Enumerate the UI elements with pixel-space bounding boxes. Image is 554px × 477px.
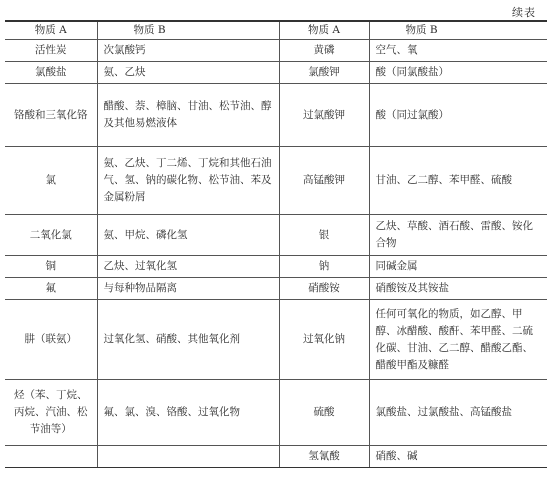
table-row xyxy=(5,84,547,147)
table-row xyxy=(5,147,547,215)
substance-a-cell: 二氧化氯 xyxy=(5,215,97,256)
substance-b-cell: 氟、氯、溴、铬酸、过氧化物 xyxy=(97,380,279,446)
substance-b-cell: 氯酸盐、过氯酸盐、高锰酸盐 xyxy=(369,380,547,446)
substance-a-cell: 铬酸和三氧化铬 xyxy=(5,84,97,147)
substance-a-cell: 氯酸盐 xyxy=(5,62,97,84)
substance-b-cell: 任何可氧化的物质，如乙醇、甲醇、冰醋酸、酸酐、苯甲醛、二硫化碳、甘油、乙二醇、醋酸乙酯、醋酸甲酯及糠醛 xyxy=(369,300,547,380)
substance-b-cell: 乙炔、过氧化氢 xyxy=(97,256,279,278)
table-row xyxy=(5,256,547,278)
substance-b-cell: 酸（同氯酸盐） xyxy=(369,62,547,84)
substance-b-cell: 氨、甲烷、磷化氢 xyxy=(97,215,279,256)
substance-a-cell: 钠 xyxy=(279,256,369,278)
table-row xyxy=(5,62,547,84)
table-row xyxy=(5,215,547,256)
substance-b-cell: 次氯酸钙 xyxy=(97,40,279,62)
substance-a-cell: 氢氰酸 xyxy=(279,446,369,468)
header-substance-b-1: 物质 B xyxy=(97,21,279,40)
substance-a-cell: 铜 xyxy=(5,256,97,278)
substance-a-cell: 银 xyxy=(279,215,369,256)
substance-a-cell: 氯酸钾 xyxy=(279,62,369,84)
substance-b-cell: 同碱金属 xyxy=(369,256,547,278)
substance-a-cell: 氟 xyxy=(5,278,97,300)
header-substance-a-2: 物质 A xyxy=(279,21,369,40)
header-substance-b-2: 物质 B xyxy=(369,21,547,40)
table-row xyxy=(5,446,547,468)
header-substance-a-1: 物质 A xyxy=(5,21,97,40)
substance-a-cell: 活性炭 xyxy=(5,40,97,62)
substance-a-cell: 过氧化钠 xyxy=(279,300,369,380)
substance-b-cell: 酸（同过氯酸） xyxy=(369,84,547,147)
substance-b-cell: 乙炔、草酸、酒石酸、雷酸、铵化合物 xyxy=(369,215,547,256)
substance-b-cell: 过氧化氢、硝酸、其他氧化剂 xyxy=(97,300,279,380)
substance-a-cell: 肼（联氨） xyxy=(5,300,97,380)
incompatible-chemicals-table xyxy=(5,20,547,468)
substance-b-cell xyxy=(97,446,279,468)
substance-a-cell: 黄磷 xyxy=(279,40,369,62)
substance-b-cell: 硝酸铵及其铵盐 xyxy=(369,278,547,300)
table-row xyxy=(5,300,547,380)
substance-b-cell: 醋酸、萘、樟脑、甘油、松节油、醇及其他易燃液体 xyxy=(97,84,279,147)
substance-b-cell: 与每种物品隔离 xyxy=(97,278,279,300)
table-row xyxy=(5,278,547,300)
substance-a-cell: 高锰酸钾 xyxy=(279,147,369,215)
table-caption: 续表 xyxy=(512,6,536,19)
substance-a-cell: 过氯酸钾 xyxy=(279,84,369,147)
substance-a-cell xyxy=(5,446,97,468)
substance-a-cell: 硝酸铵 xyxy=(279,278,369,300)
substance-b-cell: 甘油、乙二醇、苯甲醛、硫酸 xyxy=(369,147,547,215)
substance-b-cell: 氨、乙炔 xyxy=(97,62,279,84)
substance-b-cell: 空气、氧 xyxy=(369,40,547,62)
substance-a-cell: 硫酸 xyxy=(279,380,369,446)
substance-b-cell: 氨、乙炔、丁二烯、丁烷和其他石油气、氢、钠的碳化物、松节油、苯及金属粉屑 xyxy=(97,147,279,215)
table-row xyxy=(5,380,547,446)
substance-a-cell: 氯 xyxy=(5,147,97,215)
substance-b-cell: 硝酸、碱 xyxy=(369,446,547,468)
table-row xyxy=(5,40,547,62)
header-row xyxy=(5,21,547,40)
substance-a-cell: 烃（苯、丁烷、丙烷、汽油、松节油等） xyxy=(5,380,97,446)
